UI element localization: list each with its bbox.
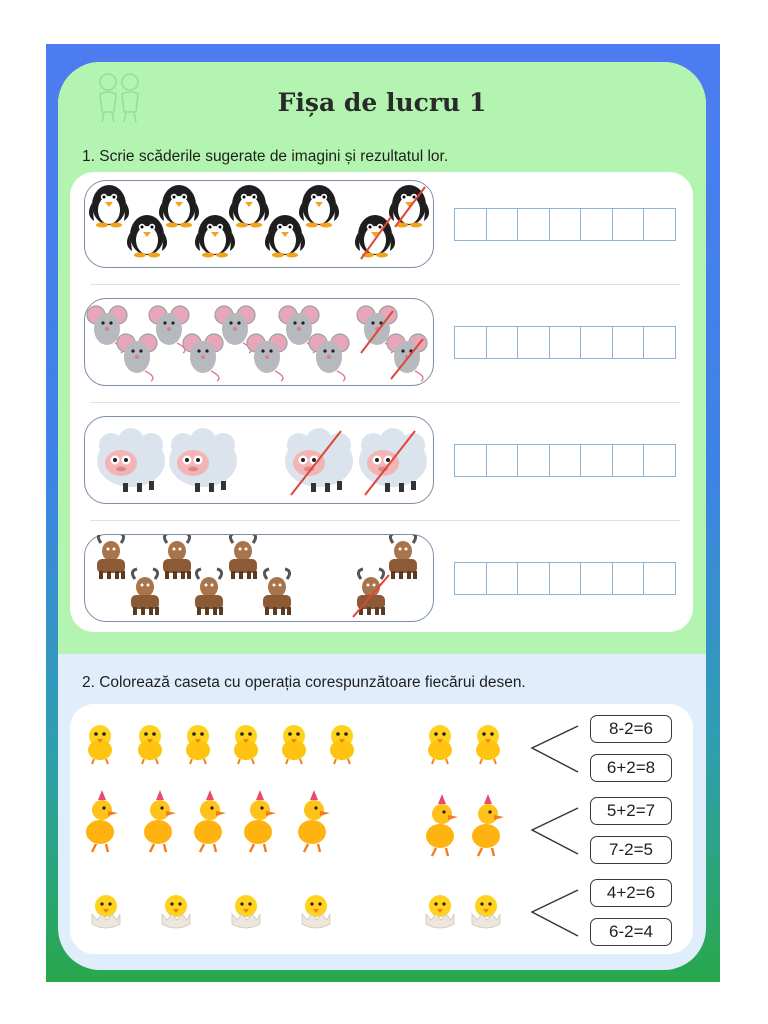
answer-cell[interactable] <box>486 208 519 241</box>
exercise1-instruction: 1. Scrie scăderile sugerate de imagini și rezultatul lor. <box>82 148 449 165</box>
answer-cell[interactable] <box>517 208 550 241</box>
answer-cell[interactable] <box>517 444 550 477</box>
operation-box-3a[interactable]: 4+2=6 <box>590 879 672 907</box>
answer-cell[interactable] <box>580 562 613 595</box>
answer-cell[interactable] <box>612 208 645 241</box>
answer-cell[interactable] <box>549 326 582 359</box>
answer-cell[interactable] <box>486 562 519 595</box>
operation-box-1b[interactable]: 6+2=8 <box>590 754 672 782</box>
answer-cells-row-1[interactable] <box>454 208 675 241</box>
answer-cells-row-2[interactable] <box>454 326 675 359</box>
operation-box-2a[interactable]: 5+2=7 <box>590 797 672 825</box>
page-title: Fișa de lucru 1 <box>277 88 487 117</box>
answer-cell[interactable] <box>643 326 676 359</box>
answer-cell[interactable] <box>580 208 613 241</box>
answer-cell[interactable] <box>612 562 645 595</box>
answer-cell[interactable] <box>643 444 676 477</box>
answer-cells-row-4[interactable] <box>454 562 675 595</box>
goats-picture <box>84 534 434 622</box>
answer-cell[interactable] <box>454 208 487 241</box>
answer-cell[interactable] <box>517 326 550 359</box>
answer-cell[interactable] <box>643 562 676 595</box>
operation-box-1a[interactable]: 8-2=6 <box>590 715 672 743</box>
row-divider <box>90 284 680 285</box>
operation-box-3b[interactable]: 6-2=4 <box>590 918 672 946</box>
operation-box-2b[interactable]: 7-2=5 <box>590 836 672 864</box>
row-divider <box>90 402 680 403</box>
answer-cell[interactable] <box>643 208 676 241</box>
answer-cell[interactable] <box>549 208 582 241</box>
sheep-group <box>85 417 433 503</box>
exercise2-instruction: 2. Colorează caseta cu operația corespunzătoare fiecărui desen. <box>82 674 526 691</box>
answer-cell[interactable] <box>580 444 613 477</box>
exercise1-panel <box>70 172 693 632</box>
answer-cell[interactable] <box>549 444 582 477</box>
answer-cell[interactable] <box>486 444 519 477</box>
goat-group <box>85 535 433 621</box>
answer-cell[interactable] <box>549 562 582 595</box>
answer-cell[interactable] <box>612 326 645 359</box>
mice-picture <box>84 298 434 386</box>
penguin-group <box>85 181 433 267</box>
penguins-picture <box>84 180 434 268</box>
answer-cell[interactable] <box>612 444 645 477</box>
answer-cell[interactable] <box>580 326 613 359</box>
worksheet-card <box>58 62 706 970</box>
row-divider <box>90 520 680 521</box>
answer-cell[interactable] <box>454 444 487 477</box>
answer-cell[interactable] <box>454 562 487 595</box>
answer-cells-row-3[interactable] <box>454 444 675 477</box>
answer-cell[interactable] <box>517 562 550 595</box>
answer-cell[interactable] <box>454 326 487 359</box>
exercise2-panel <box>70 704 693 954</box>
sheep-picture <box>84 416 434 504</box>
mouse-group <box>85 299 433 385</box>
answer-cell[interactable] <box>486 326 519 359</box>
